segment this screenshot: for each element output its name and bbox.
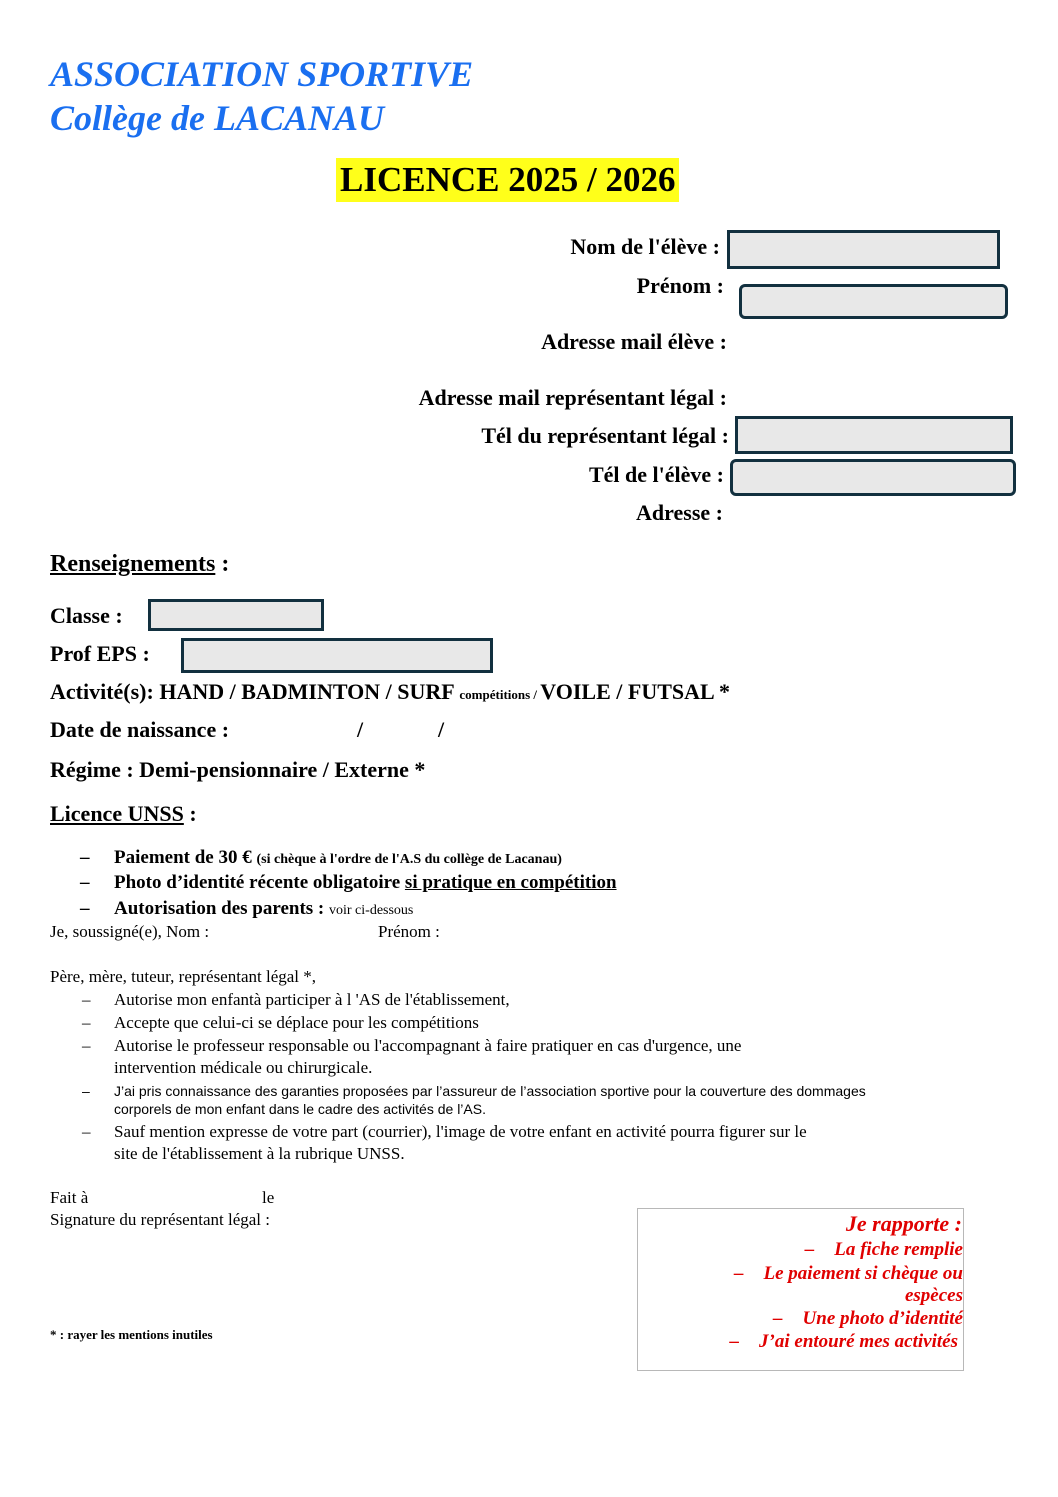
tel-representant-field[interactable] bbox=[735, 416, 1013, 454]
rapporte-item-text: Une photo d’identité bbox=[802, 1308, 963, 1329]
dash-bullet: – bbox=[80, 847, 90, 868]
college-subtitle: Collège de LACANAU bbox=[50, 98, 384, 138]
autorisation-item-image-cont: site de l'établissement à la rubrique UNSS. bbox=[114, 1144, 405, 1163]
soussigne-prenom-label: Prénom : bbox=[378, 922, 440, 941]
autorisation-dash: – bbox=[82, 1083, 90, 1099]
licence-unss-heading bbox=[50, 801, 197, 827]
regime-line: Régime : Demi-pensionnaire / Externe * bbox=[50, 757, 426, 782]
licence-unss-heading-text: Licence UNSS bbox=[50, 801, 184, 826]
renseignements-heading bbox=[50, 550, 229, 578]
unss-item-paiement bbox=[80, 846, 562, 872]
dash-bullet: – bbox=[804, 1239, 815, 1260]
renseignements-heading-colon: : bbox=[215, 551, 230, 577]
autorisation-item-image: Sauf mention expresse de votre part (courrier), l'image de votre enfant en activité pourra figurer sur le bbox=[114, 1122, 807, 1141]
rapporte-item-paiement bbox=[734, 1263, 963, 1285]
signature-label: Signature du représentant légal : bbox=[50, 1210, 270, 1229]
autorisation-item-assurance-cont: corporels de mon enfant dans le cadre des activités de l’AS. bbox=[114, 1101, 486, 1117]
rapporte-item-text: La fiche remplie bbox=[834, 1239, 963, 1260]
tel-eleve-label: Tél de l'élève : bbox=[588, 462, 724, 487]
prof-eps-field[interactable] bbox=[181, 638, 493, 673]
autorisation-item-participer: Autorise mon enfantà participer à l 'AS de l'établissement, bbox=[114, 990, 510, 1009]
classe-label: Classe : bbox=[50, 603, 123, 628]
rapporte-item-text: J’ai entouré mes activités bbox=[759, 1331, 958, 1352]
le-label: le bbox=[262, 1188, 275, 1207]
rapporte-item-paiement-cont: espèces bbox=[904, 1285, 963, 1306]
je-rapporte-box bbox=[637, 1208, 964, 1371]
fait-a-label: Fait à bbox=[50, 1188, 89, 1207]
rapporte-item-photo bbox=[773, 1308, 963, 1330]
prof-eps-label: Prof EPS : bbox=[50, 641, 150, 666]
association-title: ASSOCIATION SPORTIVE bbox=[50, 54, 474, 94]
paiement-text: Paiement de 30 € bbox=[114, 847, 257, 868]
dash-bullet: – bbox=[80, 898, 90, 919]
unss-item-autorisation bbox=[80, 897, 413, 923]
nom-field[interactable] bbox=[727, 230, 1000, 269]
autorisation-dash: – bbox=[82, 1013, 91, 1032]
tel-eleve-field[interactable] bbox=[730, 459, 1016, 496]
soussigne-nom-label: Je, soussigné(e), Nom : bbox=[50, 922, 210, 941]
tel-representant-label: Tél du représentant légal : bbox=[481, 423, 729, 448]
renseignements-heading-text: Renseignements bbox=[50, 551, 216, 577]
autorisation-item-urgence-cont: intervention médicale ou chirurgicale. bbox=[114, 1058, 373, 1077]
activites-label: Activité(s): HAND / BADMINTON / SURF bbox=[50, 679, 460, 704]
mail-representant-label: Adresse mail représentant légal : bbox=[418, 385, 727, 410]
activites-rest: VOILE / FUTSAL * bbox=[540, 679, 730, 704]
licence-unss-heading-colon: : bbox=[183, 801, 197, 826]
prenom-label: Prénom : bbox=[636, 273, 724, 298]
nom-label: Nom de l'élève : bbox=[570, 234, 720, 259]
autorisation-dash: – bbox=[82, 1036, 91, 1055]
adresse-label: Adresse : bbox=[636, 500, 723, 525]
dash-bullet: – bbox=[773, 1308, 783, 1329]
prenom-field[interactable] bbox=[739, 284, 1008, 319]
autorisation-text: Autorisation des parents : bbox=[114, 898, 329, 919]
photo-text: Photo d’identité récente obligatoire bbox=[114, 872, 405, 893]
licence-year-banner: LICENCE 2025 / 2026 bbox=[336, 158, 679, 202]
dash-bullet: – bbox=[729, 1331, 740, 1352]
autorisation-dash: – bbox=[82, 1122, 91, 1141]
je-rapporte-title: Je rapporte : bbox=[845, 1211, 962, 1236]
naissance-separator-2: / bbox=[438, 717, 445, 742]
rapporte-item-fiche bbox=[805, 1239, 963, 1261]
autorisation-item-deplacement: Accepte que celui-ci se déplace pour les compétitions bbox=[114, 1013, 479, 1032]
activites-line bbox=[50, 679, 730, 708]
autorisation-item-urgence: Autorise le professeur responsable ou l'accompagnant à faire pratiquer en cas d'urgence, une bbox=[114, 1036, 742, 1055]
autorisation-item-assurance: J’ai pris connaissance des garanties proposées par l’assureur de l’association sportive pour la couverture des dommages bbox=[114, 1083, 866, 1099]
parent-line: Père, mère, tuteur, représentant légal *, bbox=[50, 967, 317, 986]
unss-item-photo bbox=[80, 871, 617, 895]
rapporte-item-text: Le paiement si chèque ou bbox=[763, 1263, 963, 1284]
footnote: * : rayer les mentions inutiles bbox=[50, 1327, 213, 1342]
classe-field[interactable] bbox=[148, 599, 324, 631]
mail-eleve-label: Adresse mail élève : bbox=[541, 329, 727, 354]
dash-bullet: – bbox=[80, 872, 90, 893]
paiement-note: (si chèque à l'ordre de l'A.S du collège de Lacanau) bbox=[256, 852, 562, 867]
rapporte-item-activites bbox=[730, 1331, 958, 1353]
naissance-label: Date de naissance : bbox=[50, 717, 230, 742]
autorisation-dash: – bbox=[82, 990, 91, 1009]
naissance-separator-1: / bbox=[357, 717, 364, 742]
photo-condition: si pratique en compétition bbox=[404, 872, 617, 893]
dash-bullet: – bbox=[734, 1263, 744, 1284]
autorisation-note: voir ci-dessous bbox=[329, 903, 414, 918]
activites-competitions: compétitions / bbox=[459, 687, 541, 702]
